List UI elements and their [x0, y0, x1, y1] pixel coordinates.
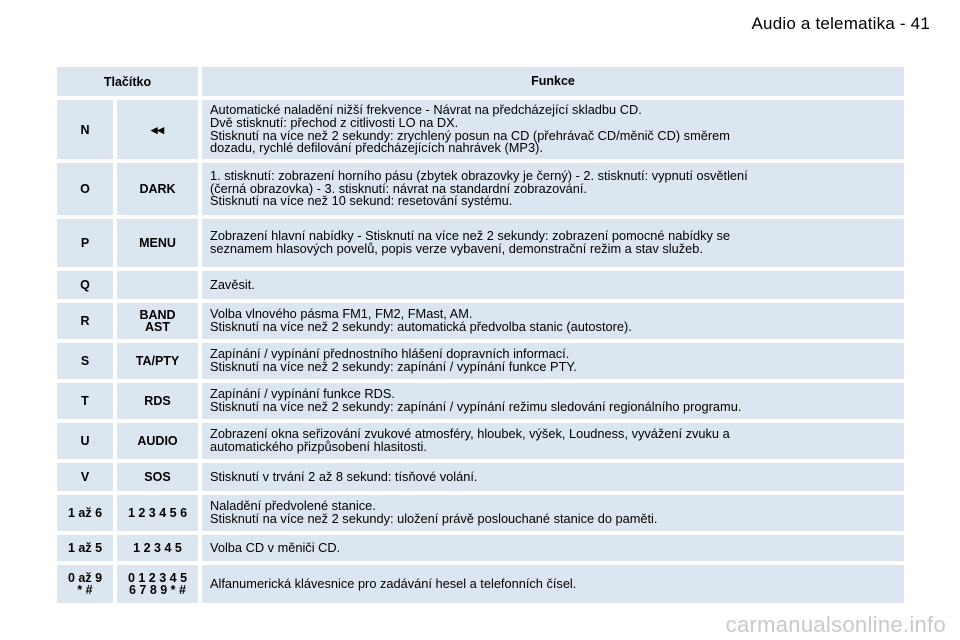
row-function: Alfanumerická klávesnice pro zadávání hesel a telefonních čísel. [202, 565, 904, 603]
row-key: R [57, 303, 113, 339]
row-key: Q [57, 271, 113, 299]
row-function: 1. stisknutí: zobrazení horního pásu (zbytek obrazovky je černý) - 2. stisknutí: vypnutí osvětlení (černá obrazovka) - 3. stisknutí: návrat na standardní zobrazování. Stisknutí na více než 10 sekund: resetování systému. [202, 163, 904, 215]
row-key: 0 až 9 * # [57, 565, 113, 603]
row-key: N [57, 100, 113, 159]
row-label: TA/PTY [117, 343, 198, 379]
row-function: Zobrazení okna seřizování zvukové atmosféry, hloubek, výšek, Loudness, vyvážení zvuku a automatického přizpůsobení hlasitosti. [202, 423, 904, 459]
row-key: P [57, 219, 113, 267]
button-function-table [57, 67, 904, 603]
row-label: 1 2 3 4 5 6 [117, 495, 198, 531]
header-function: Funkce [202, 67, 904, 96]
row-function: Zapínání / vypínání funkce RDS. Stisknutí na více než 2 sekundy: zapínání / vypínání režimu sledování regionálního programu. [202, 383, 904, 419]
header-button: Tlačítko [57, 67, 198, 96]
row-key: V [57, 463, 113, 491]
page-title: Audio a telematika - 41 [751, 14, 930, 33]
row-function: Volba vlnového pásma FM1, FM2, FMast, AM. Stisknutí na více než 2 sekundy: automatická předvolba stanic (autostore). [202, 303, 904, 339]
table-row [57, 271, 904, 299]
row-function: Stisknutí v trvání 2 až 8 sekund: tísňové volání. [202, 463, 904, 491]
table-row [57, 423, 904, 459]
row-key: O [57, 163, 113, 215]
row-label: MENU [117, 219, 198, 267]
table-row [57, 303, 904, 339]
table-row [57, 495, 904, 531]
row-label: 0 1 2 3 4 5 6 7 8 9 * # [117, 565, 198, 603]
row-function: Zobrazení hlavní nabídky - Stisknutí na více než 2 sekundy: zobrazení pomocné nabídky se seznamem hlasových povelů, popis verze vybavení, demonstrační režim a stav služeb. [202, 219, 904, 267]
row-function: Zavěsit. [202, 271, 904, 299]
table-row [57, 463, 904, 491]
row-label: SOS [117, 463, 198, 491]
table-row [57, 383, 904, 419]
rewind-icon: ◂◂ [150, 121, 165, 137]
row-function: Zapínání / vypínání přednostního hlášení dopravních informací. Stisknutí na více než 2 sekundy: zapínání / vypínání funkce PTY. [202, 343, 904, 379]
table-row [57, 100, 904, 159]
watermark: carmanualsonline.info [725, 612, 946, 637]
row-key: T [57, 383, 113, 419]
row-key: 1 až 5 [57, 535, 113, 561]
row-function: Automatické naladění nižší frekvence - Návrat na předcházející skladbu CD. Dvě stisknutí: přechod z citlivosti LO na DX. Stisknutí na více než 2 sekundy: zrychlený posun na CD (přehrávač CD/měnič CD) směrem dozadu, rychlé defilování předcházejících nahrávek (MP3). [202, 100, 904, 159]
row-key: U [57, 423, 113, 459]
row-key: S [57, 343, 113, 379]
row-key: 1 až 6 [57, 495, 113, 531]
table-row [57, 565, 904, 603]
table-row [57, 343, 904, 379]
row-function: Volba CD v měniči CD. [202, 535, 904, 561]
row-label: BAND AST [117, 303, 198, 339]
row-label [117, 100, 198, 159]
row-label [117, 271, 198, 299]
row-function: Naladění předvolené stanice. Stisknutí na více než 2 sekundy: uložení právě poslouchané stanice do paměti. [202, 495, 904, 531]
row-label: 1 2 3 4 5 [117, 535, 198, 561]
table-header-row [57, 67, 904, 96]
table-row [57, 163, 904, 215]
row-label: DARK [117, 163, 198, 215]
table-row [57, 535, 904, 561]
row-label: RDS [117, 383, 198, 419]
row-label: AUDIO [117, 423, 198, 459]
table-row [57, 219, 904, 267]
